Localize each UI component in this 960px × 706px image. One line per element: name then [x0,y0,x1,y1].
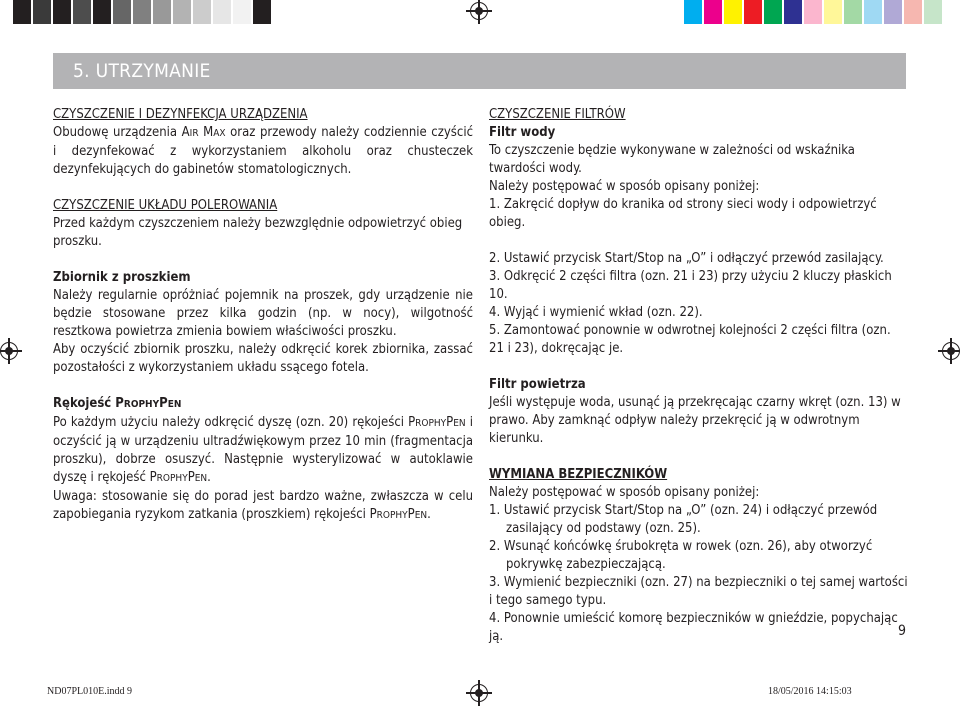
light-yellow-swatch [824,0,842,24]
filters-intro: Należy postępować w sposób opisany poniżej: [489,179,760,194]
handle-text-1: Po każdym użyciu należy odkręcić dyszę (ozn. 20) rękojeści PROPHYPEN i oczyścić ją w urządzeniu ultradźwiękowym przez 10 min (fragmentacja proszku), dobrze osuszyć. Następnie wysterylizować w autoklawie dyszę i rękojeść PROPHYPEN. [53,415,473,485]
registration-mark-icon [470,2,488,20]
cleaning-text: Obudowę urządzenia AIR MAX oraz przewody należy codziennie czyścić i dezynfekować z wykorzystaniem alkoholu oraz chusteczek dezynfekujących do gabinetów stomatologicznych. [53,125,473,177]
filter-step: 3. Odkręcić 2 części filtra (ozn. 21 i 23) przy użyciu 2 kluczy płaskich 10. [489,269,892,302]
polishing-text: Przed każdym czyszczeniem należy bezwzględnie odpowietrzyć obieg proszku. [53,216,463,249]
fuse-step: 4. Ponownie umieścić komorę bezpieczników w gnieździe, popychając ją. [489,611,898,644]
air-filter-heading: Filtr powietrza [489,377,586,392]
filter-step: 5. Zamontować ponownie w odwrotnej kolejności 2 części filtra (ozn. 21 i 23), dokręcając je. [489,323,891,356]
registration-mark-icon [470,684,488,702]
powder-text-2: Aby oczyścić zbiornik proszku, należy odkręcić korek zbiornika, zassać pozostałości z wykorzystaniem układu ssącego fotela. [53,342,473,375]
light-cyan-swatch [864,0,882,24]
pink-swatch [804,0,822,24]
lavender-swatch [884,0,902,24]
cleaning-heading: CZYSZCZENIE I DEZYNFEKCJA URZĄDZENIA [53,107,308,122]
section-title: 5. UTRZYMANIE [73,60,211,82]
filter-step: 2. Ustawić przycisk Start/Stop na „O” i odłączyć przewód zasilający. [489,251,884,266]
air-filter-text: Jeśli występuje woda, usunąć ją przekręcając czarny wkręt (ozn. 13) w prawo. Aby zamknąć odpływ należy przekręcić ją w odwrotnym kierunku. [489,395,901,446]
grayscale-swatch [113,0,131,24]
green-swatch [764,0,782,24]
powder-heading: Zbiornik z proszkiem [53,270,191,285]
water-filter-text: To czyszczenie będzie wykonywane w zależności od wskaźnika twardości wody. [489,143,855,176]
fuses-heading: WYMIANA BEZPIECZNIKÓW [489,467,668,482]
grayscale-swatch [13,0,31,24]
water-filter-heading: Filtr wody [489,125,556,140]
grayscale-swatch [233,0,251,24]
left-column [53,106,473,525]
footer-timestamp: 18/05/2016 14:15:03 [768,686,852,697]
grayscale-swatch [173,0,191,24]
handle-heading: Rękojeść PROPHYPEN [53,396,182,411]
grayscale-swatch [193,0,211,24]
filter-step: 4. Wyjąć i wymienić wkład (ozn. 22). [489,305,703,320]
grayscale-swatch [213,0,231,24]
registration-mark-icon [942,342,960,360]
filters-heading: CZYSZCZENIE FILTRÓW [489,107,626,122]
grayscale-swatch [53,0,71,24]
red-swatch [744,0,762,24]
polishing-heading: CZYSZCZENIE UKŁADU POLEROWANIA [53,198,278,213]
fuses-intro: Należy postępować w sposób opisany poniżej: [489,485,760,500]
grayscale-swatch [73,0,91,24]
fuse-step: 3. Wymienić bezpieczniki (ozn. 27) na bezpieczniki o tej samej wartości i tego samego typu. [489,575,908,608]
fuse-step: 1. Ustawić przycisk Start/Stop na „O” (ozn. 24) i odłączyć przewód zasilający od podstawy (ozn. 25). [489,503,878,536]
salmon-swatch [904,0,922,24]
powder-text-1: Należy regularnie opróżniać pojemnik na proszek, gdy urządzenie nie będzie stosowane przez kilka godzin (np. w nocy), wilgotność resztkowa powietrza zmienia bowiem właściwości proszku. [53,288,473,339]
magenta-swatch [704,0,722,24]
registration-mark-icon [0,342,18,360]
blue-swatch [784,0,802,24]
fuse-step: 2. Wsunąć końcówkę śrubokręta w rowek (ozn. 26), aby otworzyć pokrywkę zabezpieczającą. [489,539,873,572]
mint-swatch [924,0,942,24]
handle-text-2: Uwaga: stosowanie się do porad jest bardzo ważne, zwłaszcza w celu zapobiegania ryzykom zatkania (proszkiem) rękojeści PROPHYPEN. [53,489,473,522]
grayscale-swatch [153,0,171,24]
grayscale-swatch [133,0,151,24]
light-green-swatch [844,0,862,24]
grayscale-swatch [93,0,111,24]
right-column [489,106,909,646]
grayscale-swatch [33,0,51,24]
cyan-swatch [684,0,702,24]
filter-step: 1. Zakręcić dopływ do kranika od strony sieci wody i odpowietrzyć obieg. [489,197,877,230]
yellow-swatch [724,0,742,24]
section-title-bar [53,53,906,89]
footer-file-name: ND07PL010E.indd 9 [47,686,132,697]
grayscale-swatch [253,0,271,24]
page-number: 9 [898,623,907,639]
